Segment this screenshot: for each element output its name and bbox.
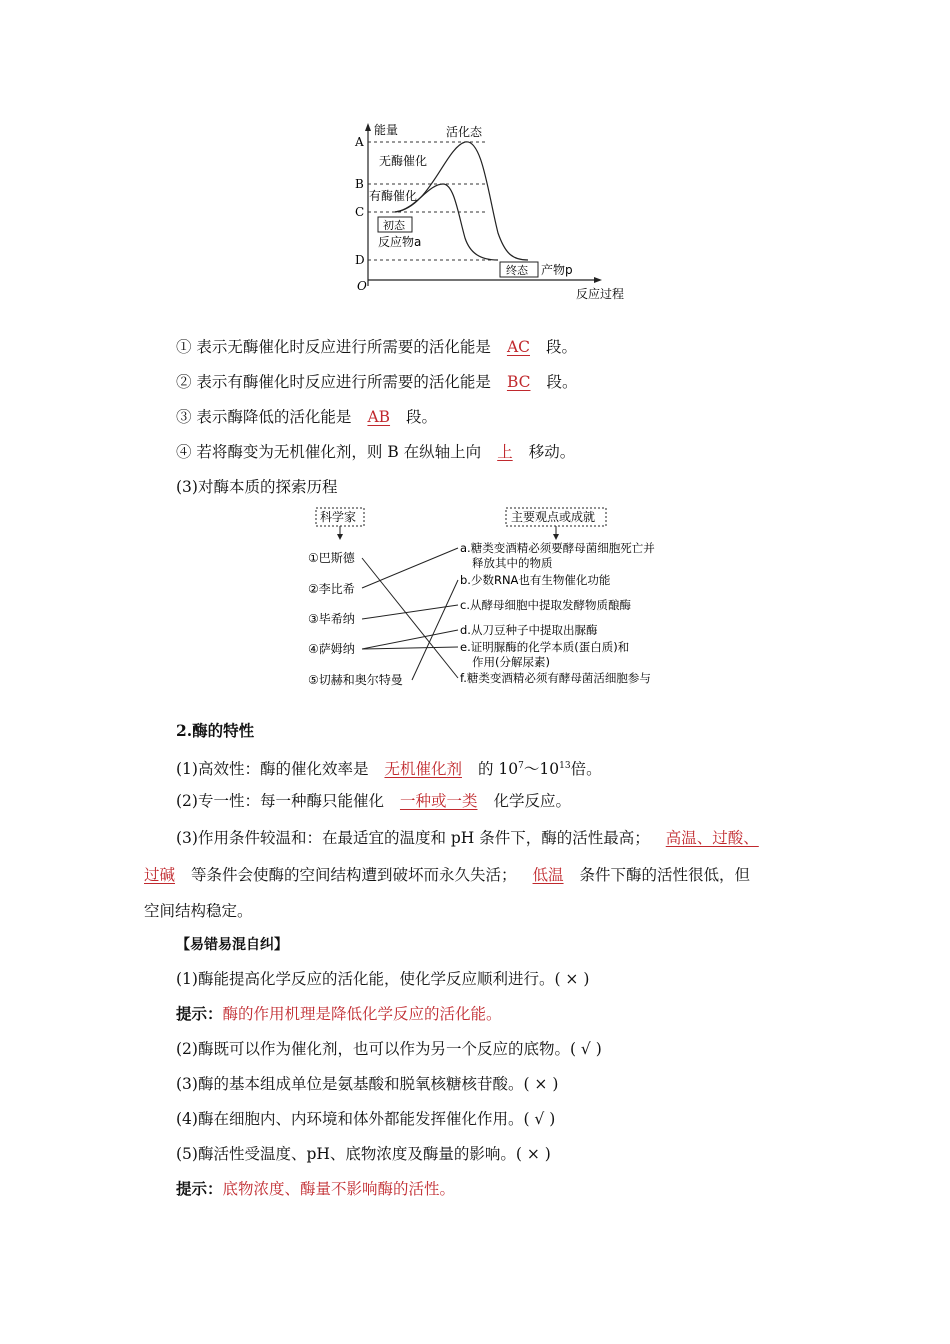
section2-title: 2.酶的特性 xyxy=(176,721,255,740)
x-axis-label: 反应过程 xyxy=(576,287,625,301)
catalyzed-label: 有酶催化 xyxy=(369,189,418,203)
section2-p3-line3: 空间结构稳定。 xyxy=(144,902,253,920)
match-line-4-d xyxy=(362,630,458,649)
initial-state-label: 初态 xyxy=(383,219,405,232)
answer-alkali: 过碱 xyxy=(144,866,176,884)
scientist-4: ④萨姆纳 xyxy=(308,642,355,656)
answer-up: 上 xyxy=(497,443,513,461)
error-item-3: (3)酶的基本组成单位是氨基酸和脱氧核糖核苷酸。( × ) xyxy=(176,1075,559,1093)
scientist-header: 科学家 xyxy=(320,510,357,524)
level-b-label: B xyxy=(355,177,364,191)
scientist-2: ②李比希 xyxy=(308,582,355,596)
section2-p1: (1)高效性：酶的催化效率是 无机催化剂 的 $10^7\sim 10^{13}$倍。 xyxy=(176,760,602,778)
scientist-arrowhead xyxy=(337,534,343,540)
scientist-5: ⑤切赫和奥尔特曼 xyxy=(308,673,403,687)
level-a-label: A xyxy=(355,135,364,149)
section2-p3-line1: (3)作用条件较温和：在最适宜的温度和 pH 条件下，酶的活性最高； 高温、过酸、 xyxy=(176,829,759,847)
error-item-1: (1)酶能提高化学反应的活化能，使化学反应顺利进行。( × ) xyxy=(176,970,590,988)
match-line-5-b xyxy=(412,580,458,680)
achievement-c: c.从酵母细胞中提取发酵物质酿酶 xyxy=(460,598,631,612)
section2-p3-line2: 过碱 等条件会使酶的空间结构遭到破坏而永久失活； 低温 条件下酶的活性很低，但 xyxy=(144,866,751,884)
answer-bc: BC xyxy=(506,373,531,391)
energy-diagram xyxy=(350,118,640,308)
error-section-title: 【易错易混自纠】 xyxy=(176,937,288,953)
match-line-4-e xyxy=(362,647,458,649)
transition-state-label: 活化态 xyxy=(446,125,483,139)
x-axis-arrow xyxy=(594,277,602,283)
error-item-2: (2)酶既可以作为催化剂，也可以作为另一个反应的底物。( √ ) xyxy=(176,1040,602,1058)
question-2: ② 表示有酶催化时反应进行所需要的活化能是 BC 段。 xyxy=(176,373,578,391)
level-d-label: D xyxy=(355,253,365,267)
enzyme-history-diagram xyxy=(300,504,690,692)
achievement-header: 主要观点或成就 xyxy=(511,510,596,524)
answer-low-temp: 低温 xyxy=(532,866,564,884)
answer-one-or-one-class: 一种或一类 xyxy=(399,792,478,810)
answer-ab: AB xyxy=(367,408,391,426)
section2-p2: (2)专一性：每一种酶只能催化 一种或一类 化学反应。 xyxy=(176,792,571,810)
section3-title: (3)对酶本质的探索历程 xyxy=(176,478,338,496)
error-item-5: (5)酶活性受温度、pH、底物浓度及酶量的影响。( × ) xyxy=(176,1145,551,1163)
error-hint-1: 提示：酶的作用机理是降低化学反应的活化能。 xyxy=(176,1004,502,1023)
product-label: 产物p xyxy=(541,263,573,277)
achievement-a-1: a.糖类变酒精必须要酵母菌细胞死亡并 xyxy=(460,541,655,555)
achievement-d: d.从刀豆种子中提取出脲酶 xyxy=(460,623,598,637)
level-c-label: C xyxy=(355,205,365,219)
answer-ac: AC xyxy=(506,338,530,356)
scientist-3: ③毕希纳 xyxy=(308,612,355,626)
achievement-b: b.少数RNA也有生物催化功能 xyxy=(460,573,611,587)
match-line-1-f xyxy=(362,558,458,678)
origin-label: O xyxy=(357,279,367,293)
achievement-f: f.糖类变酒精必须有酵母菌活细胞参与 xyxy=(460,671,651,685)
error-hint-5: 提示：底物浓度、酶量不影响酶的活性。 xyxy=(176,1179,456,1198)
achievement-e-2: 作用(分解尿素) xyxy=(472,655,550,669)
achievement-a-2: 释放其中的物质 xyxy=(472,556,553,570)
final-state-label: 终态 xyxy=(506,264,528,277)
question-4: ④ 若将酶变为无机催化剂，则 B 在纵轴上向 上 移动。 xyxy=(176,443,576,461)
answer-high-temp: 高温、过酸、 xyxy=(665,829,759,847)
match-line-2-a xyxy=(362,548,458,588)
achievement-arrowhead xyxy=(553,534,559,540)
answer-inorganic-catalyst: 无机催化剂 xyxy=(384,760,462,778)
achievement-e-1: e.证明脲酶的化学本质(蛋白质)和 xyxy=(460,640,630,654)
uncatalyzed-label: 无酶催化 xyxy=(379,154,428,168)
question-1: ① 表示无酶催化时反应进行所需要的活化能是 AC 段。 xyxy=(176,338,578,356)
y-axis-label: 能量 xyxy=(374,123,399,137)
y-axis-arrow xyxy=(365,123,371,131)
error-item-4: (4)酶在细胞内、内环境和体外都能发挥催化作用。( √ ) xyxy=(176,1110,556,1128)
reactant-label: 反应物a xyxy=(378,235,422,249)
scientist-1: ①巴斯德 xyxy=(308,551,355,565)
question-3: ③ 表示酶降低的活化能是 AB 段。 xyxy=(176,408,438,426)
